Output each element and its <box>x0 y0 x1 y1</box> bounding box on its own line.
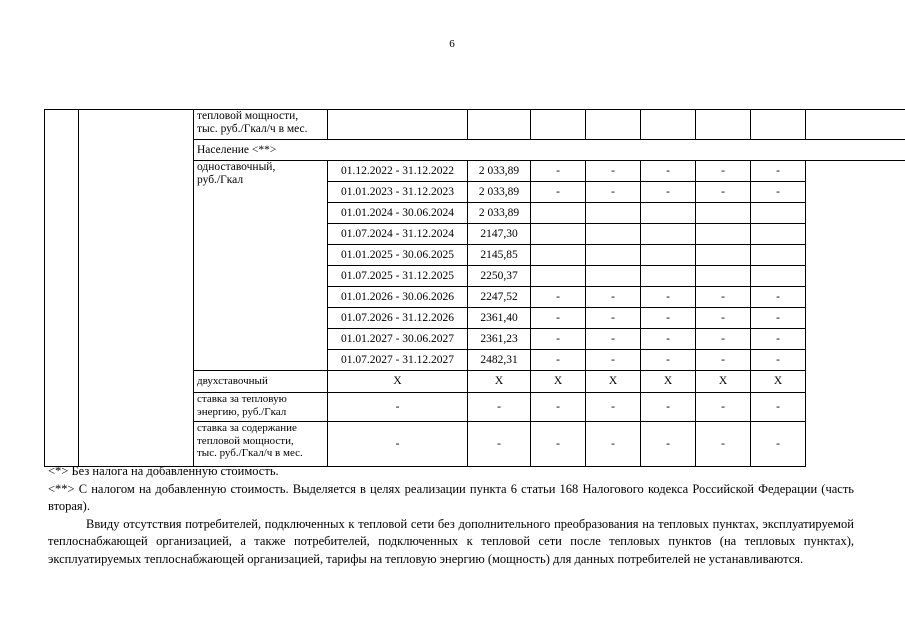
value-cell <box>751 266 806 287</box>
value-cell <box>641 203 696 224</box>
value-cell: - <box>531 308 586 329</box>
tariff-table-body <box>45 110 905 467</box>
value-cell: - <box>751 350 806 371</box>
value-cell <box>586 245 641 266</box>
value-cell: - <box>586 350 641 371</box>
value-cell: - <box>531 350 586 371</box>
value-cell: - <box>468 393 531 422</box>
value-cell: - <box>586 393 641 422</box>
value-cell: X <box>696 371 751 393</box>
tariff-value-cell: 2 033,89 <box>468 203 531 224</box>
value-cell: - <box>751 422 806 467</box>
value-cell: - <box>696 350 751 371</box>
value-cell <box>641 266 696 287</box>
tariff-value-cell: 2250,37 <box>468 266 531 287</box>
value-cell: - <box>751 287 806 308</box>
value-cell: - <box>586 308 641 329</box>
value-cell <box>641 224 696 245</box>
value-cell: X <box>586 371 641 393</box>
value-cell: - <box>696 393 751 422</box>
value-cell: - <box>641 161 696 182</box>
value-cell: - <box>531 287 586 308</box>
period-cell: 01.01.2024 - 30.06.2024 <box>328 203 468 224</box>
value-cell: X <box>641 371 696 393</box>
value-cell: - <box>751 329 806 350</box>
value-cell: - <box>696 287 751 308</box>
period-cell: 01.01.2026 - 30.06.2026 <box>328 287 468 308</box>
value-cell <box>641 245 696 266</box>
value-cell <box>531 224 586 245</box>
two-rate-row-label: двухставочный <box>194 371 328 393</box>
value-cell: - <box>586 422 641 467</box>
value-cell: - <box>531 161 586 182</box>
value-cell: - <box>586 182 641 203</box>
value-cell: - <box>531 182 586 203</box>
value-cell: - <box>641 182 696 203</box>
tariff-value-cell: 2361,23 <box>468 329 531 350</box>
value-cell <box>696 203 751 224</box>
value-cell <box>531 266 586 287</box>
value-cell <box>751 245 806 266</box>
period-cell: 01.01.2025 - 30.06.2025 <box>328 245 468 266</box>
value-cell: - <box>586 161 641 182</box>
value-cell: - <box>751 308 806 329</box>
value-cell: - <box>696 182 751 203</box>
value-cell: - <box>751 393 806 422</box>
period-cell: 01.07.2027 - 31.12.2027 <box>328 350 468 371</box>
note-1: <*> Без налога на добавленную стоимость. <box>48 464 279 478</box>
value-cell: - <box>531 422 586 467</box>
tariff-value-cell: 2145,85 <box>468 245 531 266</box>
table-row <box>45 110 905 140</box>
value-cell: - <box>751 161 806 182</box>
value-cell: - <box>641 422 696 467</box>
value-cell: - <box>696 422 751 467</box>
tariff-value-cell: 2 033,89 <box>468 182 531 203</box>
value-cell <box>696 245 751 266</box>
value-cell <box>586 224 641 245</box>
value-cell: - <box>696 308 751 329</box>
value-cell: X <box>751 371 806 393</box>
value-cell <box>751 203 806 224</box>
tariff-value-cell: 2 033,89 <box>468 161 531 182</box>
footnotes <box>48 463 854 568</box>
value-cell: - <box>696 329 751 350</box>
period-cell: 01.07.2025 - 31.12.2025 <box>328 266 468 287</box>
value-cell: X <box>328 371 468 393</box>
value-cell: - <box>586 287 641 308</box>
closing-paragraph: Ввиду отсутствия потребителей, подключенных к тепловой сети без дополнительного преобразования на тепловых пунктах, эксплуатируемой теплоснабжающей организацией, а также потребителей, подключенных к тепловой сети после тепловых пунктов (на тепловых пунктах), эксплуатируемых теплоснабжающей организацией, тарифы на тепловую энергию (мощность) для данных потребителей не устанавливаются. <box>48 516 854 566</box>
value-cell <box>696 224 751 245</box>
value-cell: - <box>641 287 696 308</box>
period-cell: 01.07.2024 - 31.12.2024 <box>328 224 468 245</box>
period-cell: 01.12.2022 - 31.12.2022 <box>328 161 468 182</box>
value-cell: - <box>468 422 531 467</box>
period-cell: 01.07.2026 - 31.12.2026 <box>328 308 468 329</box>
tariff-value-cell: 2361,40 <box>468 308 531 329</box>
tariff-value-cell: 2247,52 <box>468 287 531 308</box>
value-cell: - <box>531 393 586 422</box>
value-cell <box>531 245 586 266</box>
value-cell: X <box>531 371 586 393</box>
value-cell: - <box>586 329 641 350</box>
period-cell: 01.01.2027 - 30.06.2027 <box>328 329 468 350</box>
value-cell <box>696 266 751 287</box>
capacity-rate-row-label: ставка за содержание тепловой мощности, тыс. руб./Гкал/ч в мес. <box>194 422 328 467</box>
value-cell: - <box>641 350 696 371</box>
note-2: <**> С налогом на добавленную стоимость. Выделяется в целях реализации пункта 6 статьи 168 Налогового кодекса Российской Федерации (часть вторая). <box>48 481 854 513</box>
tariff-table <box>44 109 905 467</box>
value-cell: - <box>751 182 806 203</box>
page-number: 6 <box>449 38 455 50</box>
value-cell: - <box>531 329 586 350</box>
value-cell <box>586 266 641 287</box>
value-cell: - <box>641 393 696 422</box>
single-rate-label: одноставочный, руб./Гкал <box>194 161 328 371</box>
top-label-cell: тепловой мощности, тыс. руб./Гкал/ч в мес. <box>194 110 328 140</box>
value-cell: - <box>641 308 696 329</box>
tariff-value-cell: 2482,31 <box>468 350 531 371</box>
tariff-value-cell: 2147,30 <box>468 224 531 245</box>
value-cell: X <box>468 371 531 393</box>
value-cell <box>531 203 586 224</box>
value-cell <box>586 203 641 224</box>
value-cell <box>751 224 806 245</box>
population-header: Население <**> <box>194 140 905 161</box>
period-cell: 01.01.2023 - 31.12.2023 <box>328 182 468 203</box>
value-cell: - <box>328 422 468 467</box>
value-cell: - <box>641 329 696 350</box>
value-cell: - <box>696 161 751 182</box>
empty-cell <box>79 110 194 467</box>
value-cell: - <box>328 393 468 422</box>
energy-rate-row-label: ставка за тепловую энергию, руб./Гкал <box>194 393 328 422</box>
empty-cell <box>45 110 79 467</box>
